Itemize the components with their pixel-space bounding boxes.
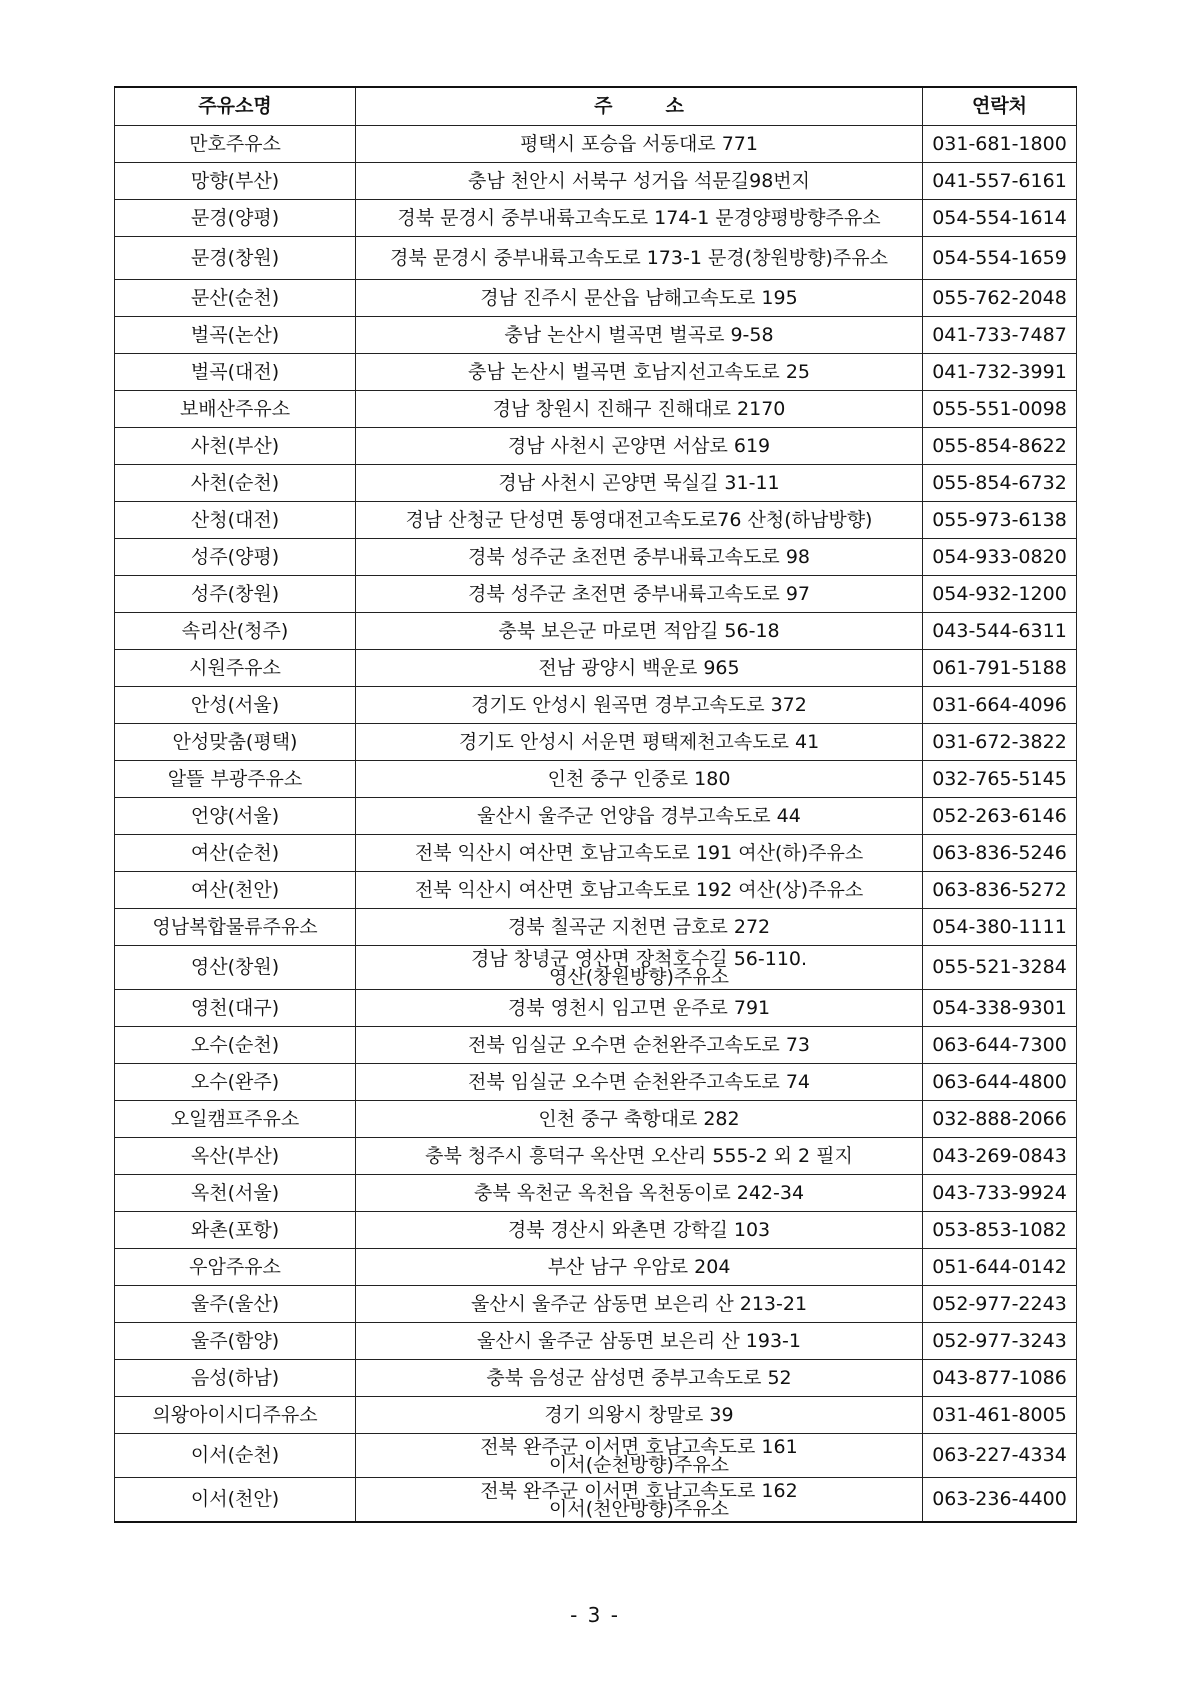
address-line: 전남 광양시 백운로 965: [538, 656, 740, 679]
table-row: [115, 1064, 1077, 1101]
phone-cell: 055-854-6732: [923, 465, 1077, 502]
table-row: [115, 909, 1077, 946]
table-row: [115, 1101, 1077, 1138]
address-line: 전북 임실군 오수면 순천완주고속도로 73: [468, 1033, 810, 1056]
address-cell: [356, 163, 923, 200]
station-name-cell: 여산(순천): [115, 835, 356, 872]
address-cell: [356, 1360, 923, 1397]
phone-cell: 053-853-1082: [923, 1212, 1077, 1249]
phone-cell: 054-554-1614: [923, 200, 1077, 237]
phone-cell: 063-836-5246: [923, 835, 1077, 872]
address-line: 경북 성주군 초전면 중부내륙고속도로 97: [468, 582, 810, 605]
table-row: [115, 502, 1077, 539]
table-row: [115, 687, 1077, 724]
phone-cell: 054-380-1111: [923, 909, 1077, 946]
station-name-cell: 문산(순천): [115, 280, 356, 317]
address-cell: [356, 798, 923, 835]
phone-cell: 043-269-0843: [923, 1138, 1077, 1175]
table-row: [115, 576, 1077, 613]
station-name-cell: 울주(함양): [115, 1323, 356, 1360]
address-line: 경기도 안성시 원곡면 경부고속도로 372: [471, 693, 807, 716]
address-line: 경남 사천시 곤양면 묵실길 31-11: [498, 471, 780, 494]
header-station-name: 주유소명: [115, 87, 356, 126]
table-row: [115, 317, 1077, 354]
station-name-cell: 오수(순천): [115, 1027, 356, 1064]
address-cell: [356, 835, 923, 872]
station-name-cell: 문경(양평): [115, 200, 356, 237]
address-line: 울산시 울주군 삼동면 보은리 산 193-1: [476, 1329, 801, 1352]
station-name-cell: 알뜰 부광주유소: [115, 761, 356, 798]
address-cell: [356, 613, 923, 650]
address-line: 부산 남구 우암로 204: [547, 1255, 731, 1278]
address-cell: [356, 687, 923, 724]
station-name-cell: 옥천(서울): [115, 1175, 356, 1212]
table-row: [115, 1360, 1077, 1397]
address-line: 충북 청주시 흥덕구 옥산면 오산리 555-2 외 2 필지: [425, 1144, 853, 1167]
table-row: [115, 1478, 1077, 1523]
address-line: 울산시 울주군 삼동면 보은리 산 213-21: [470, 1292, 808, 1315]
address-line: 인천 중구 축항대로 282: [538, 1107, 740, 1130]
phone-cell: 031-681-1800: [923, 126, 1077, 163]
phone-cell: 054-554-1659: [923, 237, 1077, 280]
station-name-cell: 성주(양평): [115, 539, 356, 576]
address-cell: [356, 1249, 923, 1286]
table-row: [115, 761, 1077, 798]
phone-cell: 055-973-6138: [923, 502, 1077, 539]
station-name-cell: 안성(서울): [115, 687, 356, 724]
address-line: 경북 영천시 임고면 운주로 791: [507, 996, 771, 1019]
phone-cell: 052-977-2243: [923, 1286, 1077, 1323]
station-name-cell: 여산(천안): [115, 872, 356, 909]
address-cell: [356, 1434, 923, 1478]
address-line: 전북 익산시 여산면 호남고속도로 192 여산(상)주유소: [414, 878, 864, 901]
address-cell: [356, 317, 923, 354]
table-row: [115, 163, 1077, 200]
station-name-cell: 안성맞춤(평택): [115, 724, 356, 761]
table-row: [115, 354, 1077, 391]
station-name-cell: 음성(하남): [115, 1360, 356, 1397]
address-line: 경남 창녕군 영산면 장척호수길 56-110.: [470, 947, 808, 970]
address-cell: [356, 1138, 923, 1175]
table-row: [115, 835, 1077, 872]
address-line: 울산시 울주군 언양읍 경부고속도로 44: [477, 804, 801, 827]
address-line: 충북 보은군 마로면 적암길 56-18: [498, 619, 780, 642]
address-cell: [356, 354, 923, 391]
address-cell: [356, 1397, 923, 1434]
station-name-cell: 보배산주유소: [115, 391, 356, 428]
table-row: [115, 724, 1077, 761]
table-row: [115, 200, 1077, 237]
phone-cell: 054-338-9301: [923, 990, 1077, 1027]
table-row: [115, 1286, 1077, 1323]
station-name-cell: 이서(천안): [115, 1478, 356, 1523]
table-row: [115, 798, 1077, 835]
station-name-cell: 영남복합물류주유소: [115, 909, 356, 946]
station-name-cell: 문경(창원): [115, 237, 356, 280]
address-line: 영산(창원방향)주유소: [548, 965, 729, 988]
address-line: 충남 논산시 벌곡면 호남지선고속도로 25: [468, 360, 810, 383]
station-name-cell: 의왕아이시디주유소: [115, 1397, 356, 1434]
header-address: 주 소: [356, 87, 923, 126]
address-cell: [356, 1212, 923, 1249]
table-row: [115, 539, 1077, 576]
address-line: 경북 문경시 중부내륙고속도로 174-1 문경양평방향주유소: [397, 206, 881, 229]
phone-cell: 031-672-3822: [923, 724, 1077, 761]
address-line: 경북 칠곡군 지천면 금호로 272: [507, 915, 771, 938]
address-line: 충북 음성군 삼성면 중부고속도로 52: [486, 1366, 792, 1389]
station-name-cell: 산청(대전): [115, 502, 356, 539]
address-line: 평택시 포승읍 서동대로 771: [520, 132, 758, 155]
station-name-cell: 오일캠프주유소: [115, 1101, 356, 1138]
address-cell: [356, 1064, 923, 1101]
phone-cell: 063-644-7300: [923, 1027, 1077, 1064]
address-line: 충북 옥천군 옥천읍 옥천동이로 242-34: [473, 1181, 805, 1204]
phone-cell: 063-644-4800: [923, 1064, 1077, 1101]
header-phone: 연락처: [923, 87, 1077, 126]
phone-cell: 051-644-0142: [923, 1249, 1077, 1286]
address-line: 경북 경산시 와촌면 강학길 103: [507, 1218, 771, 1241]
phone-cell: 054-932-1200: [923, 576, 1077, 613]
page-number: - 3 -: [570, 1603, 620, 1627]
phone-cell: 063-836-5272: [923, 872, 1077, 909]
station-name-cell: 울주(울산): [115, 1286, 356, 1323]
address-line: 전북 익산시 여산면 호남고속도로 191 여산(하)주유소: [414, 841, 864, 864]
station-name-cell: 망향(부산): [115, 163, 356, 200]
address-line: 경남 진주시 문산읍 남해고속도로 195: [480, 286, 798, 309]
address-cell: [356, 1478, 923, 1523]
table-row: [115, 1249, 1077, 1286]
address-cell: [356, 126, 923, 163]
table-row: [115, 1323, 1077, 1360]
gas-station-table: [114, 86, 1077, 1523]
station-name-cell: 성주(창원): [115, 576, 356, 613]
station-name-cell: 와촌(포항): [115, 1212, 356, 1249]
table-header: [115, 87, 1077, 126]
station-name-cell: 오수(완주): [115, 1064, 356, 1101]
address-line: 경북 문경시 중부내륙고속도로 173-1 문경(창원방향)주유소: [390, 246, 888, 269]
table-row: [115, 126, 1077, 163]
phone-cell: 032-765-5145: [923, 761, 1077, 798]
station-name-cell: 벌곡(논산): [115, 317, 356, 354]
phone-cell: 043-544-6311: [923, 613, 1077, 650]
address-line: 이서(천안방향)주유소: [548, 1497, 729, 1520]
station-name-cell: 시원주유소: [115, 650, 356, 687]
address-cell: [356, 761, 923, 798]
table-row: [115, 391, 1077, 428]
address-line: 충남 논산시 벌곡면 벌곡로 9-58: [504, 323, 774, 346]
table-body: [115, 126, 1077, 1523]
address-cell: [356, 1323, 923, 1360]
table-row: [115, 465, 1077, 502]
address-line: 경남 산청군 단성면 통영대전고속도로76 산청(하남방향): [405, 508, 873, 531]
address-cell: [356, 1175, 923, 1212]
phone-cell: 052-977-3243: [923, 1323, 1077, 1360]
address-cell: [356, 576, 923, 613]
phone-cell: 055-854-8622: [923, 428, 1077, 465]
phone-cell: 063-236-4400: [923, 1478, 1077, 1523]
address-cell: [356, 200, 923, 237]
address-cell: [356, 650, 923, 687]
address-line: 경남 사천시 곤양면 서삼로 619: [507, 434, 771, 457]
address-line: 이서(순천방향)주유소: [548, 1453, 729, 1476]
table-row: [115, 613, 1077, 650]
station-name-cell: 언양(서울): [115, 798, 356, 835]
table-row: [115, 990, 1077, 1027]
address-cell: [356, 539, 923, 576]
address-cell: [356, 1286, 923, 1323]
address-cell: [356, 502, 923, 539]
address-line: 충남 천안시 서북구 성거읍 석문길98번지: [468, 169, 810, 192]
address-line: 경남 창원시 진해구 진해대로 2170: [492, 397, 786, 420]
phone-cell: 043-877-1086: [923, 1360, 1077, 1397]
table-row: [115, 1175, 1077, 1212]
address-cell: [356, 724, 923, 761]
address-line: 전북 임실군 오수면 순천완주고속도로 74: [468, 1070, 810, 1093]
table-row: [115, 1027, 1077, 1064]
table-row: [115, 650, 1077, 687]
station-name-cell: 사천(부산): [115, 428, 356, 465]
address-cell: [356, 872, 923, 909]
phone-cell: 055-762-2048: [923, 280, 1077, 317]
phone-cell: 043-733-9924: [923, 1175, 1077, 1212]
phone-cell: 063-227-4334: [923, 1434, 1077, 1478]
phone-cell: 031-461-8005: [923, 1397, 1077, 1434]
phone-cell: 054-933-0820: [923, 539, 1077, 576]
address-cell: [356, 1027, 923, 1064]
table-row: [115, 1397, 1077, 1434]
address-line: 인천 중구 인중로 180: [547, 767, 731, 790]
phone-cell: 055-521-3284: [923, 946, 1077, 990]
table-row: [115, 428, 1077, 465]
station-name-cell: 영천(대구): [115, 990, 356, 1027]
phone-cell: 032-888-2066: [923, 1101, 1077, 1138]
phone-cell: 031-664-4096: [923, 687, 1077, 724]
table-row: [115, 237, 1077, 280]
phone-cell: 041-732-3991: [923, 354, 1077, 391]
station-name-cell: 사천(순천): [115, 465, 356, 502]
station-name-cell: 우암주유소: [115, 1249, 356, 1286]
phone-cell: 041-557-6161: [923, 163, 1077, 200]
station-name-cell: 이서(순천): [115, 1434, 356, 1478]
station-name-cell: 옥산(부산): [115, 1138, 356, 1175]
address-line: 경기 의왕시 창말로 39: [544, 1403, 734, 1426]
station-name-cell: 영산(창원): [115, 946, 356, 990]
phone-cell: 055-551-0098: [923, 391, 1077, 428]
table-row: [115, 280, 1077, 317]
address-line: 전북 완주군 이서면 호남고속도로 162: [480, 1479, 798, 1502]
address-cell: [356, 909, 923, 946]
address-cell: [356, 280, 923, 317]
address-line: 경북 성주군 초전면 중부내륙고속도로 98: [468, 545, 810, 568]
address-cell: [356, 428, 923, 465]
address-cell: [356, 391, 923, 428]
address-line: 전북 완주군 이서면 호남고속도로 161: [480, 1435, 798, 1458]
table-row: [115, 1212, 1077, 1249]
table-row: [115, 1434, 1077, 1478]
address-cell: [356, 237, 923, 280]
phone-cell: 041-733-7487: [923, 317, 1077, 354]
address-cell: [356, 990, 923, 1027]
address-line: 경기도 안성시 서운면 평택제천고속도로 41: [458, 730, 820, 753]
station-name-cell: 벌곡(대전): [115, 354, 356, 391]
station-name-cell: 속리산(청주): [115, 613, 356, 650]
address-cell: [356, 946, 923, 990]
address-cell: [356, 465, 923, 502]
station-name-cell: 만호주유소: [115, 126, 356, 163]
table-row: [115, 946, 1077, 990]
address-cell: [356, 1101, 923, 1138]
phone-cell: 061-791-5188: [923, 650, 1077, 687]
phone-cell: 052-263-6146: [923, 798, 1077, 835]
table-row: [115, 872, 1077, 909]
table-row: [115, 1138, 1077, 1175]
